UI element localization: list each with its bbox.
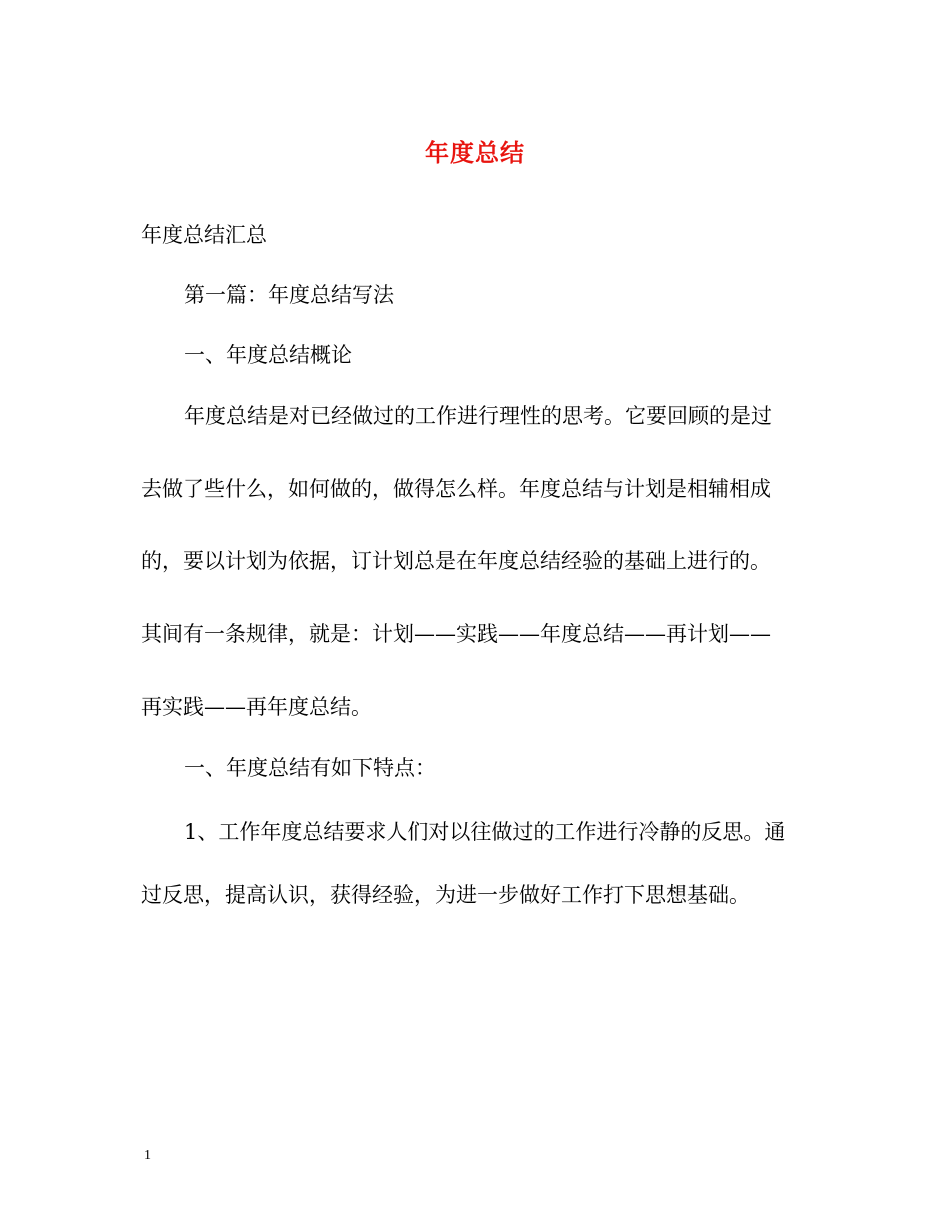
subsection-heading: 一、年度总结概论 [184,343,352,367]
section-heading: 年度总结汇总 [141,223,267,247]
paragraph-line: 年度总结是对已经做过的工作进行理性的思考。它要回顾的是过 [184,404,772,428]
document-title: 年度总结 [425,138,525,167]
chapter-heading: 第一篇：年度总结写法 [184,283,394,307]
paragraph-line: 其间有一条规律，就是：计划——实践——年度总结——再计划—— [141,622,771,646]
paragraph-line: 过反思，提高认识，获得经验，为进一步做好工作打下思想基础。 [141,883,750,907]
subsection-heading: 一、年度总结有如下特点： [184,756,436,780]
page-number: 1 [144,1148,151,1163]
paragraph-line: 再实践——再年度总结。 [141,695,372,719]
paragraph-line: 1、工作年度总结要求人们对以往做过的工作进行冷静的反思。通 [184,820,786,844]
paragraph-line: 去做了些什么，如何做的，做得怎么样。年度总结与计划是相辅相成 [141,477,771,501]
paragraph-line: 的，要以计划为依据，订计划总是在年度总结经验的基础上进行的。 [141,549,771,573]
